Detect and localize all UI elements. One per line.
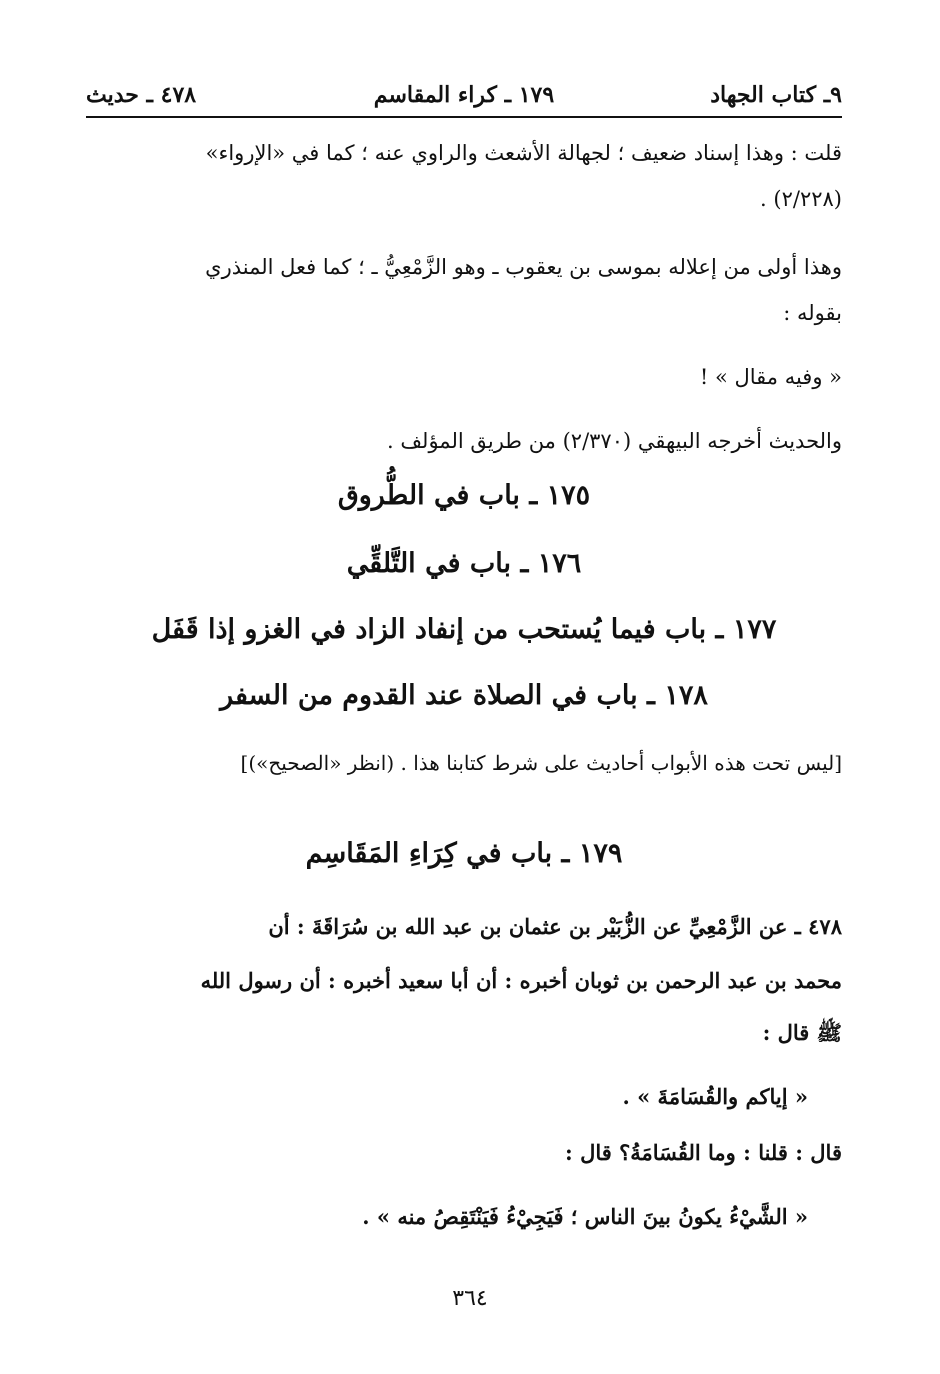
- header-book-title: ٩ـ كتاب الجهاد: [710, 82, 842, 108]
- editor-note: [ليس تحت هذه الأبواب أحاديث على شرط كتابنا هذا . (انظر «الصحيح»)]: [240, 751, 842, 775]
- commentary-para2-line1: وهذا أولى من إعلاله بموسى بن يعقوب ـ وهو الزَّمْعِيُّ ـ ؛ كما فعل المنذري: [205, 255, 842, 279]
- commentary-para1-line1: قلت : وهذا إسناد ضعيف ؛ لجهالة الأشعث والراوي عنه ؛ كما في «الإرواء»: [205, 141, 842, 165]
- hadith-question: قال : قلنا : وما القُسَامَةُ؟ قال :: [565, 1140, 842, 1165]
- header-hadith-number: ٤٧٨ ـ حديث: [86, 82, 197, 108]
- header-divider: [86, 116, 842, 118]
- header-chapter-title: ١٧٩ ـ كراء المقاسم: [373, 82, 555, 108]
- commentary-para3: والحديث أخرجه البيهقي (٢/٣٧٠) من طريق المؤلف .: [386, 429, 842, 453]
- page-number: ٣٦٤: [452, 1286, 488, 1311]
- hadith-quote2: « الشَّيْءُ يكونُ بينَ الناس ؛ فَيَجِيْءُ فَيَنْتَقِصُ منه » .: [362, 1204, 808, 1229]
- hadith-line1: ٤٧٨ ـ عن الزَّمْعِيِّ عن الزُّبَيْر بن عثمان بن عبد الله بن سُرَاقَةَ : أن: [268, 914, 842, 939]
- hadith-line3: ﷺ قال :: [762, 1020, 842, 1045]
- running-header: [86, 72, 842, 116]
- commentary-para2-line2: بقوله :: [783, 301, 842, 325]
- heading-chapter-179: ١٧٩ ـ باب في كِرَاءِ المَقَاسِم: [305, 838, 623, 869]
- heading-chapter-177: ١٧٧ ـ باب فيما يُستحب من إنفاد الزاد في الغزو إذا قَفَل: [151, 614, 777, 645]
- commentary-quote: « وفيه مقال » !: [699, 365, 842, 389]
- hadith-quote1: « إياكم والقُسَامَةَ » .: [622, 1084, 808, 1109]
- heading-chapter-176: ١٧٦ ـ باب في التَّلقِّي: [346, 548, 582, 579]
- hadith-line2: محمد بن عبد الرحمن بن ثوبان أخبره : أن أبا سعيد أخبره : أن رسول الله: [200, 968, 842, 993]
- commentary-para1-line2: (٢/٢٢٨) .: [760, 187, 842, 211]
- heading-chapter-175: ١٧٥ ـ باب في الطُّروق: [337, 480, 591, 511]
- heading-chapter-178: ١٧٨ ـ باب في الصلاة عند القدوم من السفر: [220, 680, 708, 711]
